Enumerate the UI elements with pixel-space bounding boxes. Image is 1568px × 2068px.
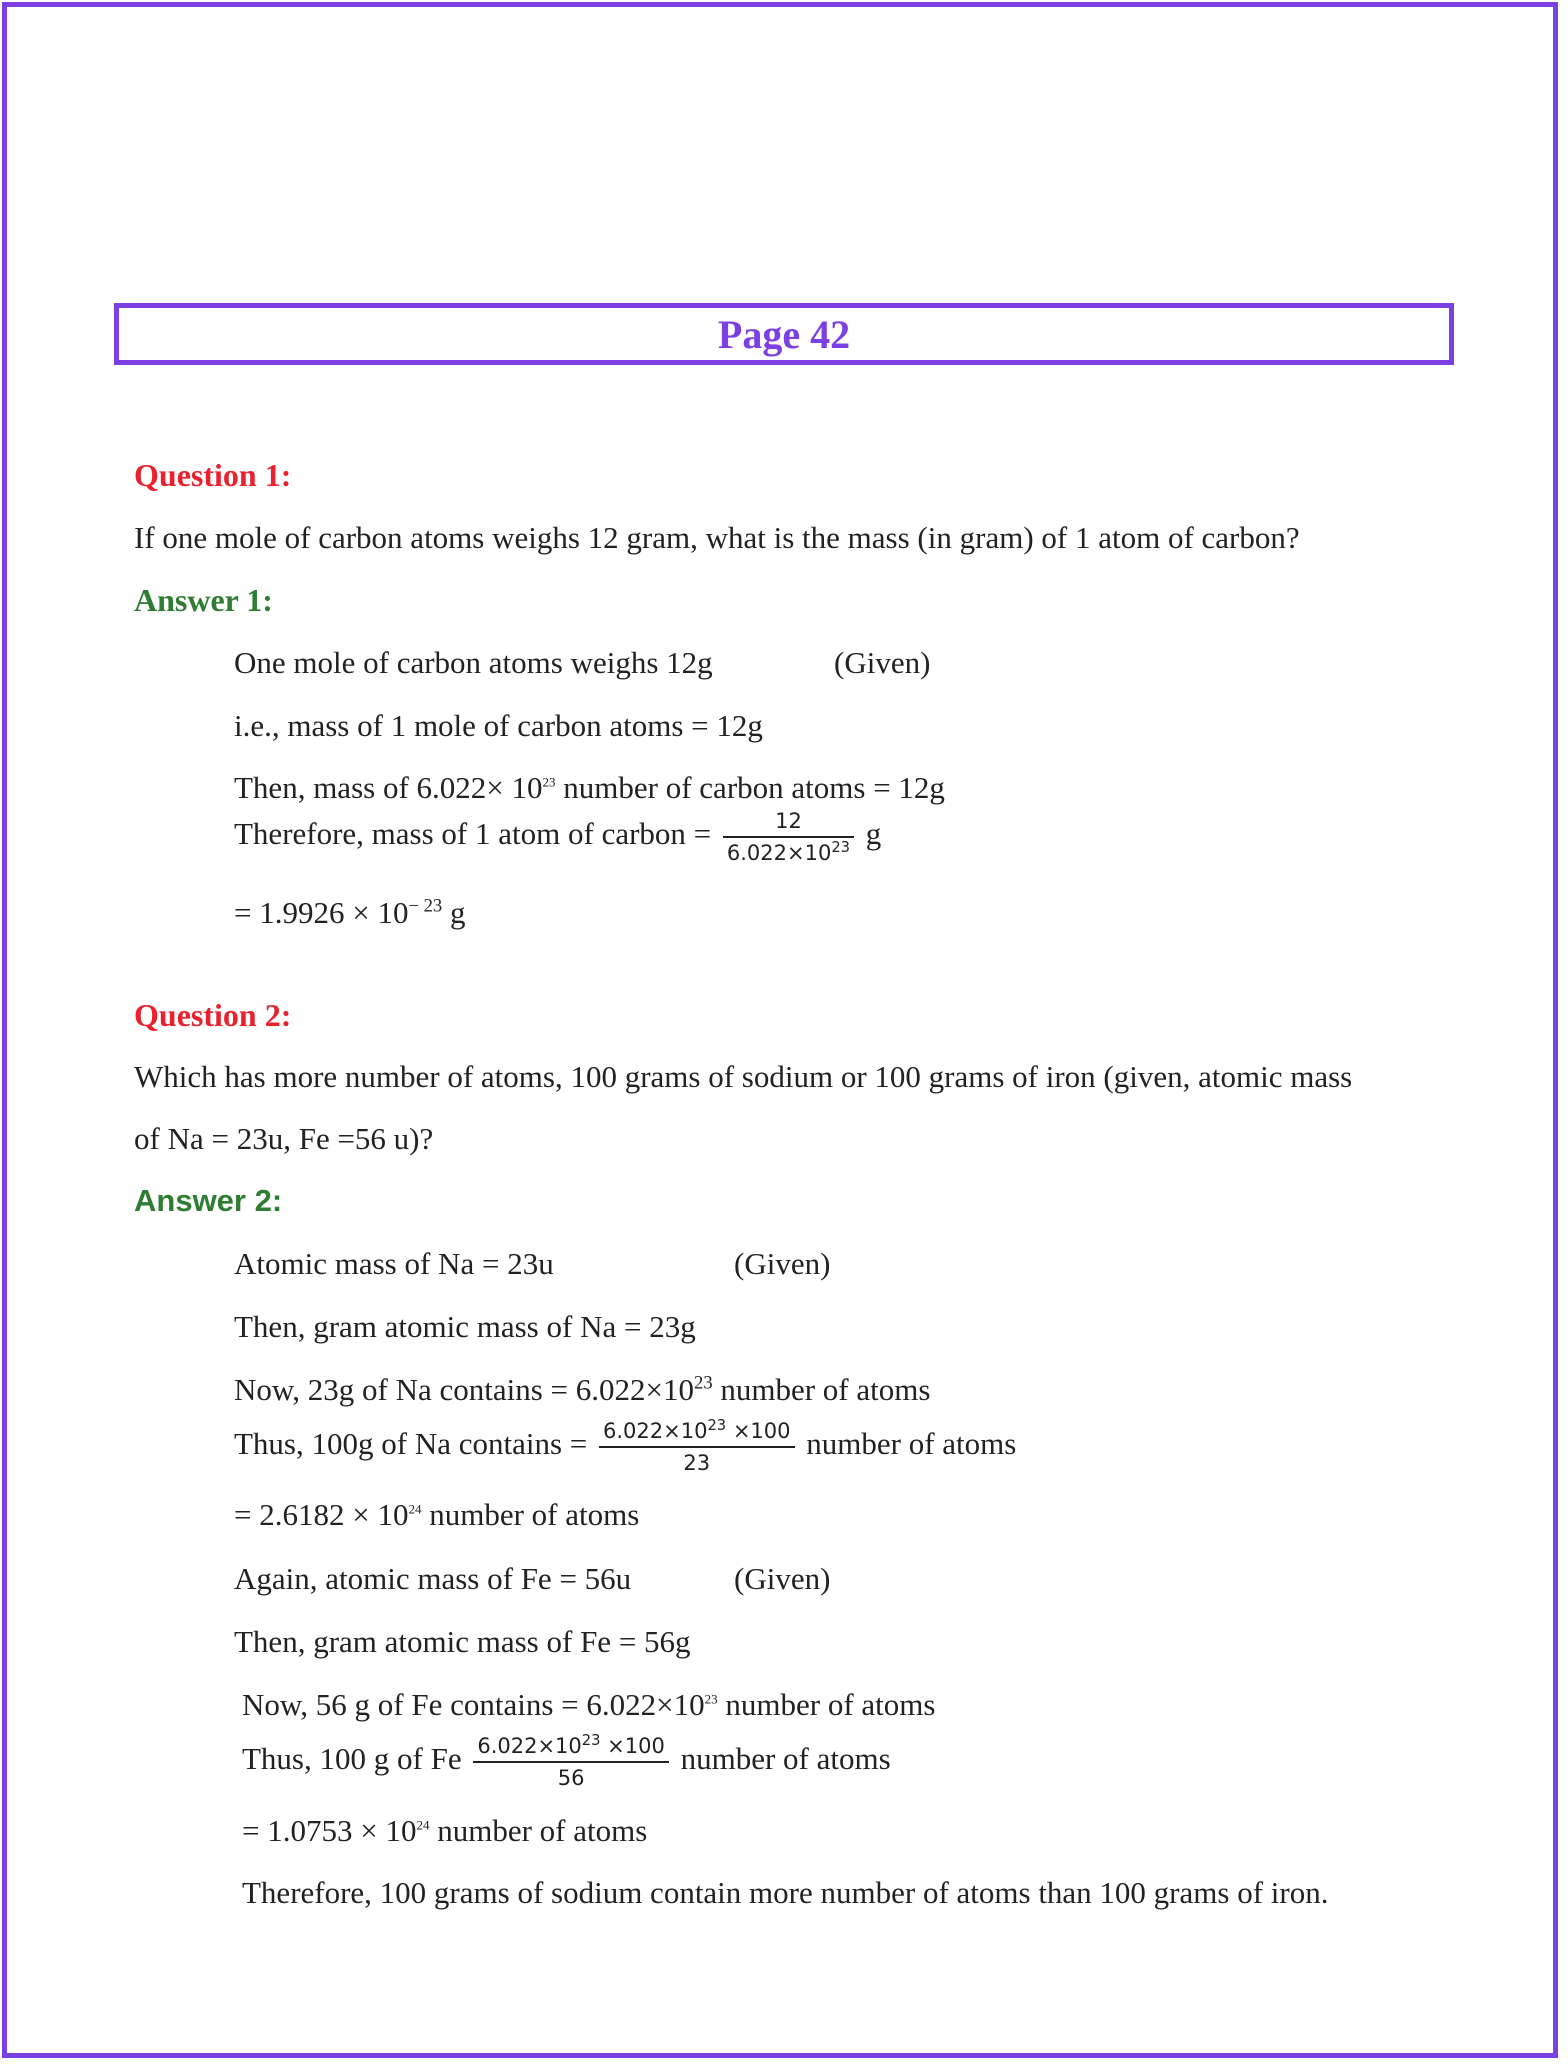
answer-2-fraction-fe-numerator: $6.022\times 10^{23} \times 100$: [473, 1733, 669, 1763]
question-2-text-2: of Na = 23u, Fe =56 u)?: [134, 1121, 434, 1156]
question-2-text-1: Which has more number of atoms, 100 grams of sodium or 100 grams of iron (given, atomic mass: [134, 1059, 1353, 1094]
page-title: Page 42: [717, 311, 851, 357]
answer-1-line-4-unit: g: [865, 816, 882, 852]
answer-2-line-6: Again, atomic mass of Fe = 56u: [234, 1561, 632, 1596]
answer-2-line-4: [234, 1418, 1016, 1476]
question-1-label: Question 1:: [134, 457, 292, 493]
answer-2-line-3-exp: 23: [694, 1372, 713, 1394]
answer-1-line-3-pre: Then, mass of 6.022× 10: [234, 770, 543, 805]
answer-2-given-2: (Given): [734, 1561, 831, 1596]
answer-2-label: Answer 2:: [134, 1183, 283, 1218]
answer-2-line-5-exp: 24: [408, 1501, 422, 1517]
answer-1-line-1-text: One mole of carbon atoms weighs 12g: [234, 645, 713, 680]
answer-2-line-9: [242, 1733, 891, 1791]
answer-2-line-10-pre: = 1.0753 × 10: [242, 1813, 417, 1848]
answer-2-fraction-na-denominator: 23: [683, 1451, 711, 1475]
question-2-label: Question 2:: [134, 997, 292, 1033]
answer-2-line-8: [242, 1685, 935, 1725]
answer-2-fraction-fe-denominator: 56: [557, 1766, 585, 1790]
answer-1-given: (Given): [834, 645, 931, 680]
answer-1-fraction: [723, 808, 854, 866]
answer-2-line-8-exp: 23: [704, 1691, 718, 1707]
answer-1-line-5-pre: = 1.9926 × 10: [234, 895, 409, 930]
answer-1-line-1: [234, 643, 713, 683]
answer-1-line-5-unit: g: [442, 895, 466, 930]
answer-2-line-8-pre: Now, 56 g of Fe contains = 6.022×10: [242, 1687, 705, 1722]
answer-2-line-10: [242, 1811, 647, 1851]
answer-1-line-3-post: number of carbon atoms = 12g: [555, 770, 945, 805]
answer-2-line-10-exp: 24: [416, 1817, 430, 1833]
answer-1-line-3: [234, 768, 945, 808]
answer-2-line-4-pre: Thus, 100g of Na contains =: [234, 1426, 588, 1462]
answer-2-line-10-post: number of atoms: [429, 1813, 648, 1848]
answer-2-conclusion: Therefore, 100 grams of sodium contain more number of atoms than 100 grams of iron.: [242, 1875, 1329, 1910]
answer-2-line-8-post: number of atoms: [717, 1687, 936, 1722]
answer-1-line-2: i.e., mass of 1 mole of carbon atoms = 12g: [234, 708, 763, 743]
answer-2-fraction-na: [599, 1418, 795, 1476]
answer-1-fraction-numerator: 12: [723, 808, 854, 838]
answer-2-fraction-fe: [473, 1733, 669, 1791]
answer-2-line-9-post: number of atoms: [680, 1741, 891, 1777]
answer-2-line-3-post: number of atoms: [712, 1372, 931, 1407]
answer-2-line-1: Atomic mass of Na = 23u: [234, 1246, 554, 1281]
answer-2-line-3: [234, 1370, 930, 1410]
answer-1-line-4-pre: Therefore, mass of 1 atom of carbon =: [234, 816, 712, 852]
answer-1-line-4: [234, 808, 881, 866]
page-header-box: [114, 303, 1454, 365]
answer-2-line-5-post: number of atoms: [421, 1497, 640, 1532]
question-1-text: If one mole of carbon atoms weighs 12 gram, what is the mass (in gram) of 1 atom of carbon?: [134, 520, 1300, 555]
answer-2-line-4-post: number of atoms: [806, 1426, 1017, 1462]
answer-1-line-5-exp: − 23: [408, 895, 443, 917]
answer-1-label: Answer 1:: [134, 582, 273, 618]
answer-1-fraction-denominator: $6.022\times 10^{23}$: [726, 839, 851, 865]
answer-2-line-3-pre: Now, 23g of Na contains = 6.022×10: [234, 1372, 695, 1407]
answer-2-line-9-pre: Thus, 100 g of Fe: [242, 1741, 462, 1777]
answer-1-line-3-exp: 23: [542, 774, 556, 790]
answer-2-given-1: (Given): [734, 1246, 831, 1281]
answer-2-line-2: Then, gram atomic mass of Na = 23g: [234, 1309, 696, 1344]
answer-2-line-5-pre: = 2.6182 × 10: [234, 1497, 409, 1532]
answer-1-line-5: [234, 893, 465, 933]
answer-2-fraction-na-numerator: $6.022\times 10^{23} \times 100$: [599, 1418, 795, 1448]
answer-2-line-5: [234, 1495, 639, 1535]
answer-2-line-7: Then, gram atomic mass of Fe = 56g: [234, 1624, 691, 1659]
